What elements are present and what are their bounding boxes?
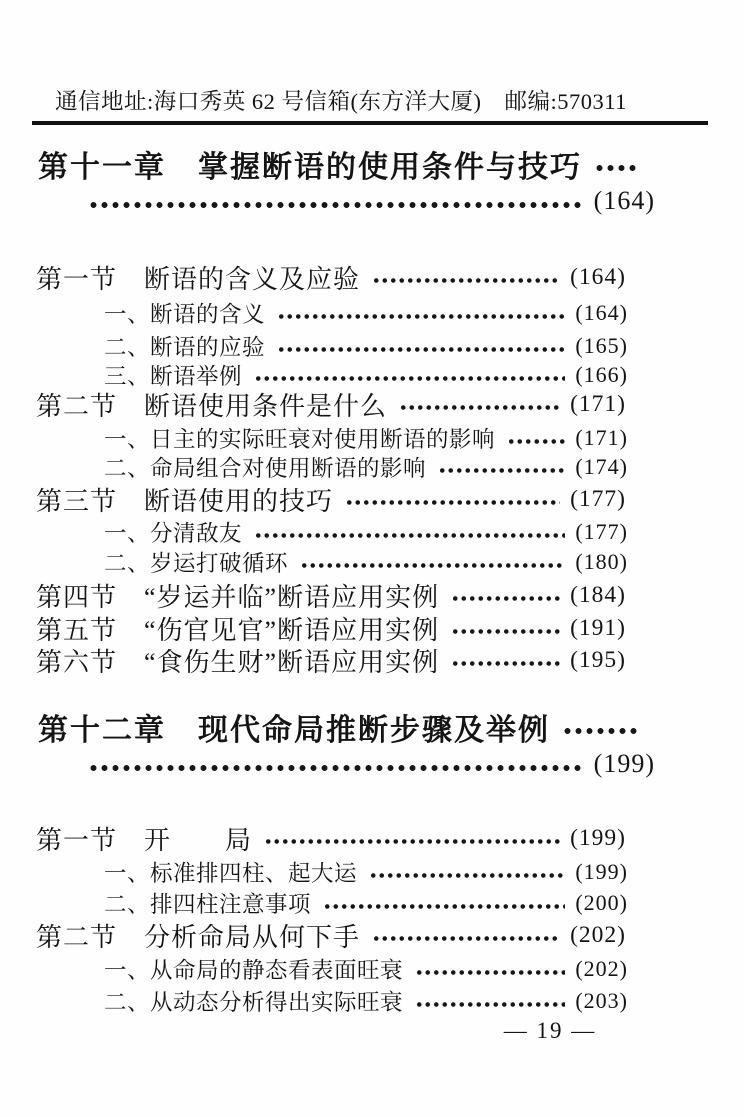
toc-entry <box>36 577 626 614</box>
toc-entry-label: 二、岁运打破循环 <box>104 551 289 576</box>
toc-entry-label: 一、从命局的静态看表面旺衰 <box>104 958 404 983</box>
dot-leader <box>345 499 560 506</box>
toc-entry-label: 二、排四柱注意事项 <box>104 892 312 917</box>
dot-leader <box>323 903 565 910</box>
toc-entry <box>104 546 628 578</box>
chapter-12-title: 第十二章 现代命局推断步骤及举例 <box>38 714 550 747</box>
toc-entry <box>36 259 626 296</box>
toc-entry-page: (177) <box>575 519 628 544</box>
toc-entry-page: (191) <box>570 615 626 641</box>
toc-entry <box>36 642 626 679</box>
dot-leader <box>438 467 565 474</box>
toc-entry <box>104 985 628 1017</box>
dot-leader <box>415 1001 565 1008</box>
dot-leader <box>594 164 640 172</box>
toc-entry <box>104 422 628 454</box>
toc-entry <box>104 856 628 888</box>
toc-entry <box>36 481 626 518</box>
toc-entry-page: (202) <box>575 956 628 981</box>
toc-entry <box>104 953 628 985</box>
toc-entry-page: (199) <box>570 825 626 851</box>
toc-entry-label: 第三节 断语使用的技巧 <box>36 487 334 516</box>
dot-leader <box>562 727 640 735</box>
toc-entry-label: 一、标准排四柱、起大运 <box>104 861 358 886</box>
toc-entry-label: 第五节 “伤官见官”断语应用实例 <box>36 616 440 645</box>
dot-leader <box>254 532 565 539</box>
toc-entry-label: 第二节 断语使用条件是什么 <box>36 392 388 421</box>
chapter-11-heading <box>38 142 650 186</box>
dot-leader <box>372 277 560 284</box>
toc-entry-label: 一、分清敌友 <box>104 521 243 546</box>
toc-entry-label: 第四节 “岁运并临”断语应用实例 <box>36 583 440 612</box>
toc-entry-page: (177) <box>570 486 626 512</box>
toc-entry <box>104 330 628 362</box>
toc-entry-page: (199) <box>575 859 628 884</box>
toc-entry-page: (180) <box>575 549 628 574</box>
toc-entry-label: 二、命局组合对使用断语的影响 <box>104 456 427 481</box>
toc-entry-page: (203) <box>575 988 628 1013</box>
page-number-text: — 19 — <box>503 1018 597 1043</box>
toc-entry <box>104 297 628 329</box>
toc-entry <box>104 516 628 548</box>
toc-entry <box>36 820 626 857</box>
chapter-11-title: 第十一章 掌握断语的使用条件与技巧 <box>38 151 582 184</box>
chapter-12-page-line <box>88 749 655 779</box>
dot-leader <box>277 313 565 320</box>
toc-entry <box>36 386 626 423</box>
dot-leader <box>451 595 560 602</box>
toc-entry-page: (199) <box>593 749 655 778</box>
page-number-footer <box>460 1018 640 1044</box>
toc-entry-label: 一、日主的实际旺衰对使用断语的影响 <box>104 427 496 452</box>
dot-leader <box>451 660 560 667</box>
toc-entry-page: (184) <box>570 582 626 608</box>
toc-entry-page: (171) <box>575 425 628 450</box>
dot-leader <box>415 969 565 976</box>
header-divider-rule <box>32 121 708 125</box>
contact-address-line <box>55 84 705 116</box>
dot-leader <box>264 838 560 845</box>
toc-entry-page: (195) <box>570 647 626 673</box>
toc-entry-label: 三、断语举例 <box>104 364 243 389</box>
toc-entry-label: 第一节 开 局 <box>36 826 253 855</box>
toc-entry-page: (164) <box>575 300 628 325</box>
toc-entry <box>36 917 626 954</box>
dot-leader <box>372 935 560 942</box>
toc-entry-page: (202) <box>570 922 626 948</box>
toc-entry-label: 二、断语的应验 <box>104 335 266 360</box>
chapter-11-page-line <box>88 186 655 216</box>
dot-leader <box>399 404 560 411</box>
toc-entry-page: (166) <box>575 362 628 387</box>
toc-entry-page: (171) <box>570 391 626 417</box>
toc-entry-label: 第二节 分析命局从何下手 <box>36 923 361 952</box>
dot-leader <box>88 764 584 772</box>
chapter-12-heading <box>38 705 650 749</box>
toc-entry <box>104 887 628 919</box>
dot-leader <box>507 438 565 445</box>
toc-entry-label: 第六节 “食伤生财”断语应用实例 <box>36 648 440 677</box>
contact-address-text: 通信地址:海口秀英 62 号信箱(东方洋大厦) 邮编:570311 <box>55 89 627 114</box>
dot-leader <box>451 628 560 635</box>
toc-entry-page: (164) <box>570 264 626 290</box>
toc-entry-page: (164) <box>593 186 655 215</box>
dot-leader <box>277 346 565 353</box>
toc-entry-page: (174) <box>575 454 628 479</box>
toc-entry-label: 第一节 断语的含义及应验 <box>36 265 361 294</box>
dot-leader <box>88 201 584 209</box>
toc-entry-page: (165) <box>575 333 628 358</box>
toc-entry-page: (200) <box>575 890 628 915</box>
toc-entry-label: 一、断语的含义 <box>104 302 266 327</box>
dot-leader <box>369 872 565 879</box>
dot-leader <box>254 375 565 382</box>
toc-entry <box>104 451 628 483</box>
toc-entry-label: 二、从动态分析得出实际旺衰 <box>104 990 404 1015</box>
dot-leader <box>300 562 565 569</box>
